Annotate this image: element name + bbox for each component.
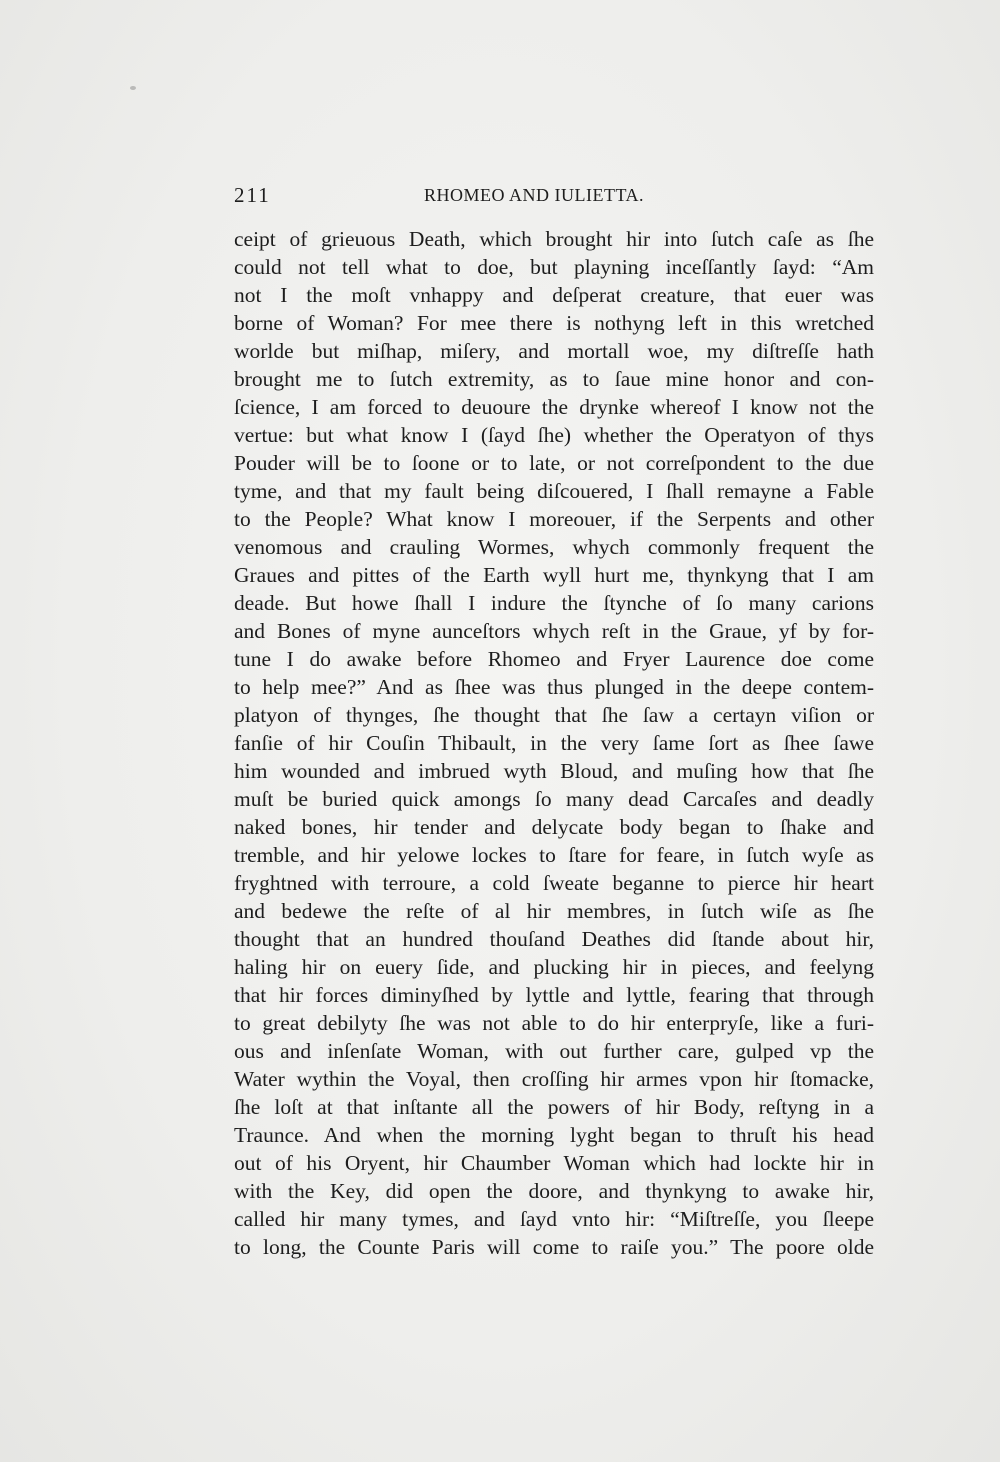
text-line: haling hir on euery ſide, and plucking hir in pieces, and feelyng xyxy=(234,955,874,979)
text-line: venomous and crauling Wormes, whych commonly frequent the xyxy=(234,535,874,559)
running-title: RHOMEO AND IULIETTA. xyxy=(424,185,645,205)
text-line: out of his Oryent, hir Chaumber Woman which had lockte hir in xyxy=(234,1151,874,1175)
text-line: Water wythin the Voyal, then croſſing hir armes vpon hir ſtomacke, xyxy=(234,1067,874,1091)
text-line: to help mee?” And as ſhee was thus plunged in the deepe contem- xyxy=(234,675,874,699)
text-line: ſcience, I am forced to deuoure the drynke whereof I know not the xyxy=(234,395,874,419)
text-line: thought that an hundred thouſand Deathes did ſtande about hir, xyxy=(234,927,874,951)
page-number: 211 xyxy=(234,183,271,207)
text-line: brought me to ſutch extremity, as to ſaue mine honor and con- xyxy=(234,367,874,391)
text-line: tyme, and that my fault being diſcouered, I ſhall remayne a Fable xyxy=(234,479,874,503)
text-line: and bedewe the reſte of al hir membres, in ſutch wiſe as ſhe xyxy=(234,899,874,923)
text-line: platyon of thynges, ſhe thought that ſhe ſaw a certayn viſion or xyxy=(234,703,874,727)
text-line: not I the moſt vnhappy and deſperat creature, that euer was xyxy=(234,283,874,307)
body-text xyxy=(234,225,874,1261)
running-head xyxy=(234,183,874,211)
text-line: borne of Woman? For mee there is nothyng left in this wretched xyxy=(234,311,874,335)
text-line: tremble, and hir yelowe lockes to ſtare for feare, in ſutch wyſe as xyxy=(234,843,874,867)
text-line: and Bones of myne aunceſtors whych reſt in the Graue, yf by for- xyxy=(234,619,874,643)
text-line: deade. But howe ſhall I indure the ſtynche of ſo many carions xyxy=(234,591,874,615)
text-line: Pouder will be to ſoone or to late, or not correſpondent to the due xyxy=(234,451,874,475)
paper-speck xyxy=(130,86,136,90)
text-line: worlde but miſhap, miſery, and mortall woe, my diſtreſſe hath xyxy=(234,339,874,363)
text-line: could not tell what to doe, but playning inceſſantly ſayd: “Am xyxy=(234,255,874,279)
text-line: vertue: but what know I (ſayd ſhe) whether the Operatyon of thys xyxy=(234,423,874,447)
text-line: Graues and pittes of the Earth wyll hurt me, thynkyng that I am xyxy=(234,563,874,587)
text-line: fryghtned with terroure, a cold ſweate beganne to pierce hir heart xyxy=(234,871,874,895)
text-line: naked bones, hir tender and delycate body began to ſhake and xyxy=(234,815,874,839)
text-line: to great debilyty ſhe was not able to do hir enterpryſe, like a furi- xyxy=(234,1011,874,1035)
text-line: muſt be buried quick amongs ſo many dead Carcaſes and deadly xyxy=(234,787,874,811)
text-line: Traunce. And when the morning lyght began to thruſt his head xyxy=(234,1123,874,1147)
text-line: ſhe loſt at that inſtante all the powers of hir Body, reſtyng in a xyxy=(234,1095,874,1119)
text-line: to long, the Counte Paris will come to raiſe you.” The poore olde xyxy=(234,1235,874,1259)
text-line: to the People? What know I moreouer, if the Serpents and other xyxy=(234,507,874,531)
text-line: ous and inſenſate Woman, with out further care, gulped vp the xyxy=(234,1039,874,1063)
text-line: tune I do awake before Rhomeo and Fryer Laurence doe come xyxy=(234,647,874,671)
text-line: that hir forces diminyſhed by lyttle and lyttle, fearing that through xyxy=(234,983,874,1007)
text-line: him wounded and imbrued wyth Bloud, and muſing how that ſhe xyxy=(234,759,874,783)
text-line: ceipt of grieuous Death, which brought hir into ſutch caſe as ſhe xyxy=(234,227,874,251)
text-line: with the Key, did open the doore, and thynkyng to awake hir, xyxy=(234,1179,874,1203)
text-line: fanſie of hir Couſin Thibault, in the very ſame ſort as ſhee ſawe xyxy=(234,731,874,755)
text-line: called hir many tymes, and ſayd vnto hir: “Miſtreſſe, you ſleepe xyxy=(234,1207,874,1231)
